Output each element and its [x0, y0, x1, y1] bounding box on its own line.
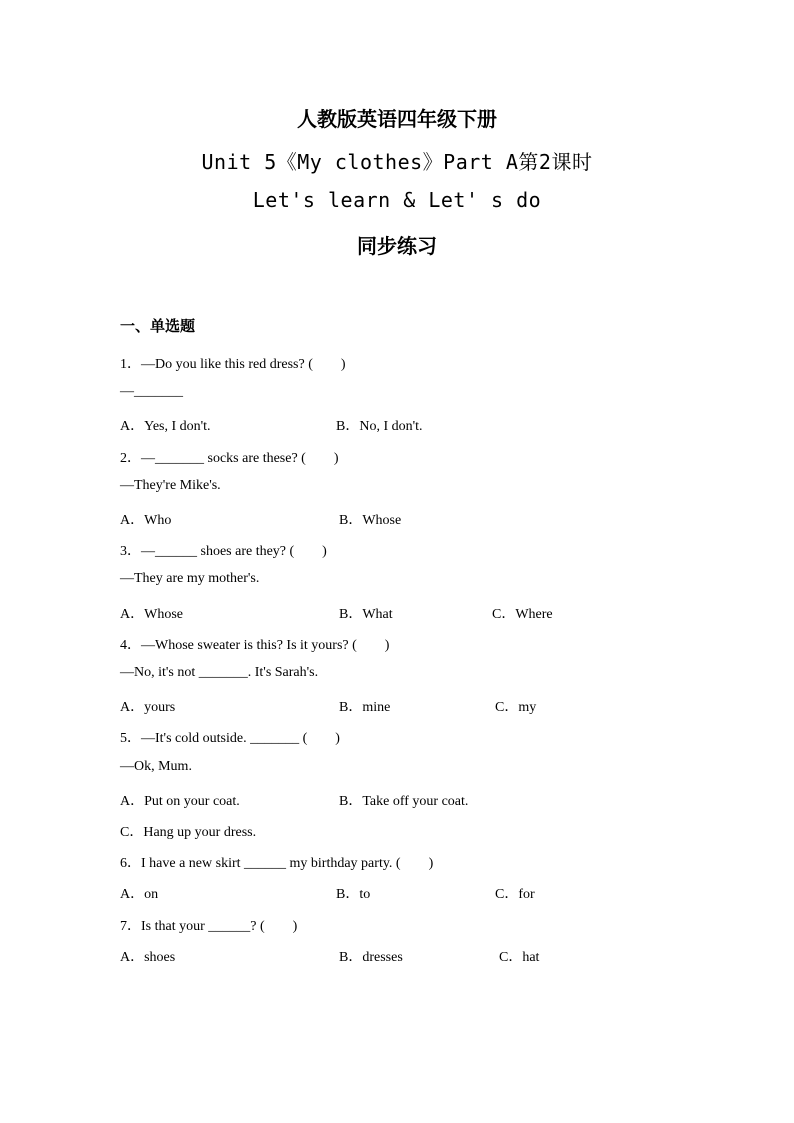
question-4-option-c: C．my [495, 700, 537, 715]
question-2-option-b: B．Whose [339, 513, 402, 528]
question-5-option-a: A．Put on your coat. [120, 794, 240, 809]
question-5-reply: —Ok, Mum. [120, 759, 192, 774]
question-7-option-c: C．hat [499, 950, 540, 965]
question-6-option-c: C．for [495, 887, 535, 902]
question-6-stem: 6．I have a new skirt ______ my birthday party. ( ) [120, 856, 434, 871]
doc-title-exercise: 同步练习 [357, 234, 437, 258]
doc-title-textbook: 人教版英语四年级下册 [297, 107, 497, 131]
question-3-reply: —They are my mother's. [120, 571, 260, 586]
question-1-reply: —_______ [120, 384, 183, 399]
question-7-option-b: B．dresses [339, 950, 403, 965]
question-3-option-a: A．Whose [120, 607, 183, 622]
question-4-option-b: B．mine [339, 700, 391, 715]
question-3-stem: 3．—______ shoes are they? ( ) [120, 544, 327, 559]
question-4-reply: —No, it's not _______. It's Sarah's. [120, 665, 319, 680]
question-3-option-b: B．What [339, 607, 393, 622]
question-6-option-a: A．on [120, 887, 159, 902]
question-1-option-a: A．Yes, I don't. [120, 419, 211, 434]
question-4-option-a: A．yours [120, 700, 176, 715]
question-5-stem: 5．—It's cold outside. _______ ( ) [120, 731, 340, 746]
question-3-option-c: C．Where [492, 607, 553, 622]
doc-title-lesson: Let's learn & Let' s do [252, 188, 542, 212]
question-2-stem: 2．—_______ socks are these? ( ) [120, 451, 339, 466]
question-7-stem: 7．Is that your ______? ( ) [120, 919, 298, 934]
question-2-reply: —They're Mike's. [120, 478, 221, 493]
question-2-option-a: A．Who [120, 513, 172, 528]
question-4-stem: 4．—Whose sweater is this? Is it yours? ( ) [120, 638, 390, 653]
question-5-option-c: C．Hang up your dress. [120, 825, 257, 840]
question-6-option-b: B．to [336, 887, 371, 902]
question-1-option-b: B．No, I don't. [336, 419, 423, 434]
question-5-option-b: B．Take off your coat. [339, 794, 469, 809]
section-heading: 一、单选题 [120, 317, 196, 335]
question-7-option-a: A．shoes [120, 950, 176, 965]
question-1-stem: 1．—Do you like this red dress? ( ) [120, 357, 346, 372]
doc-title-unit: Unit 5《My clothes》Part A第2课时 [201, 150, 593, 174]
